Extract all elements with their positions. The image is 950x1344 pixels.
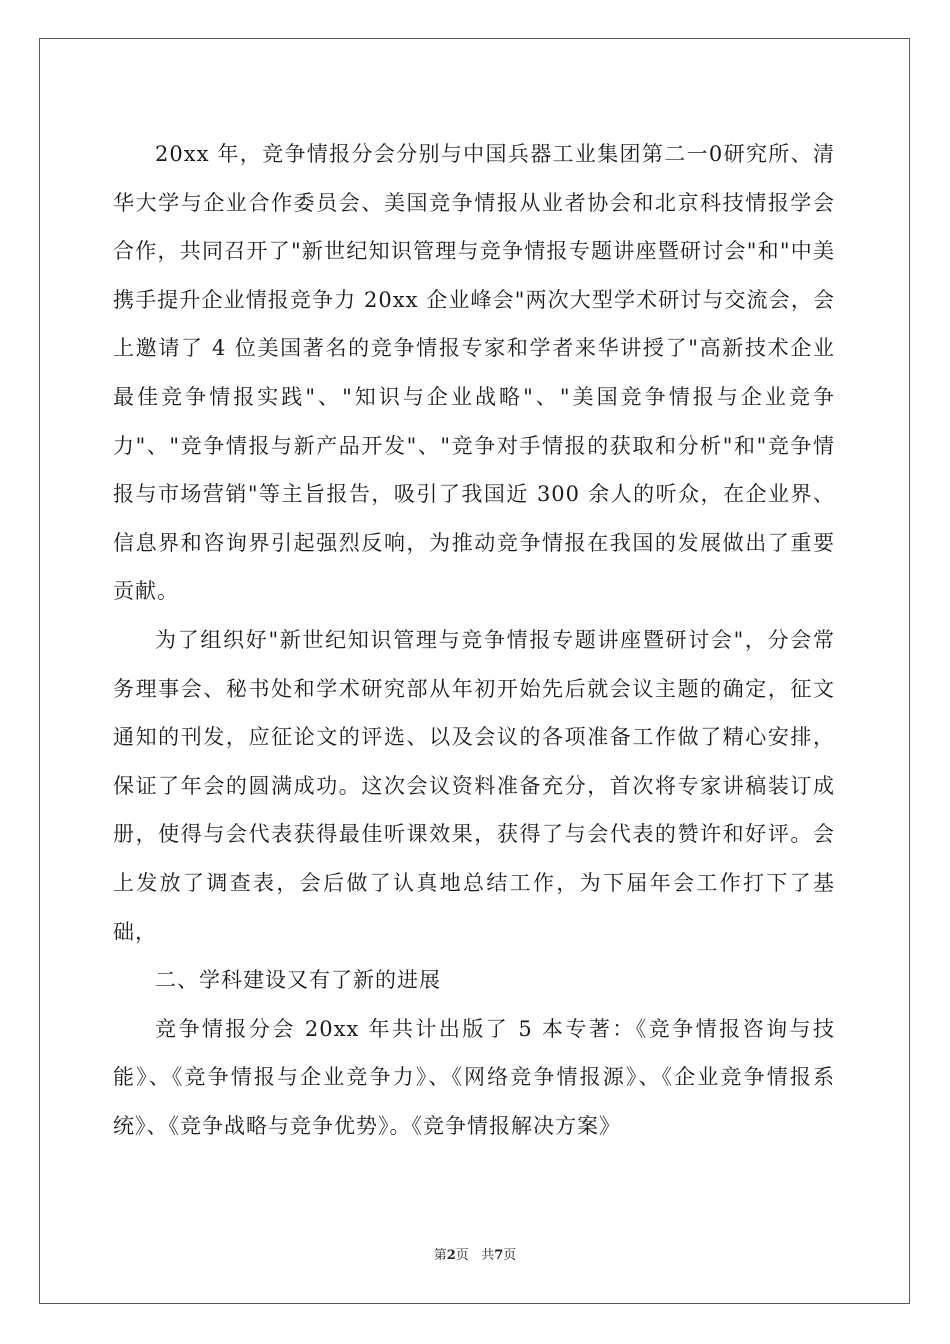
footer-page-suffix: 页 bbox=[455, 1248, 469, 1263]
footer-page-number: 2 bbox=[446, 1248, 456, 1263]
footer-total-number: 7 bbox=[494, 1248, 504, 1263]
paragraph-3: 竞争情报分会 20xx 年共计出版了 5 本专著：《竞争情报咨询与技能》、《竞争情报与企业竞争力》、《网络竞争情报源》、《企业竞争情报系统》、《竞争战略与竞争优势》。《竞争情报解决方案》 bbox=[113, 1016, 835, 1138]
document-body bbox=[113, 130, 835, 1150]
footer-total-prefix: 共 bbox=[481, 1248, 495, 1263]
page-footer bbox=[0, 1244, 950, 1263]
paragraph-1: 20xx 年，竞争情报分会分别与中国兵器工业集团第二一0研究所、清华大学与企业合作委员会、美国竞争情报从业者协会和北京科技情报学会合作，共同召开了"新世纪知识管理与竞争情报专题讲座暨研讨会"和"中美携手提升企业情报竞争力 20xx 企业峰会"两次大型学术研讨与交流会，会上邀请了 4 位美国著名的竞争情报专家和学者来华讲授了"高新技术企业最佳竞争情报实践"、"知识与企业战略"、"美国竞争情报与企业竞争力"、"竞争情报与新产品开发"、"竞争对手情报的获取和分析"和"竞争情报与市场营销"等主旨报告，吸引了我国近 300 余人的听众，在企业界、信息界和咨询界引起强烈反响，为推动竞争情报在我国的发展做出了重要贡献。 bbox=[113, 142, 835, 604]
section-heading: 二、学科建设又有了新的进展 bbox=[155, 968, 441, 993]
footer-total-suffix: 页 bbox=[503, 1248, 517, 1263]
footer-page-prefix: 第 bbox=[433, 1248, 447, 1263]
paragraph-2: 为了组织好"新世纪知识管理与竞争情报专题讲座暨研讨会"，分会常务理事会、秘书处和学术研究部从年初开始先后就会议主题的确定，征文通知的刊发，应征论文的评选、以及会议的各项准备工作做了精心安排，保证了年会的圆满成功。这次会议资料准备充分，首次将专家讲稿装订成册，使得与会代表获得最佳听课效果，获得了与会代表的赞许和好评。会上发放了调查表，会后做了认真地总结工作，为下届年会工作打下了基础， bbox=[113, 627, 835, 944]
